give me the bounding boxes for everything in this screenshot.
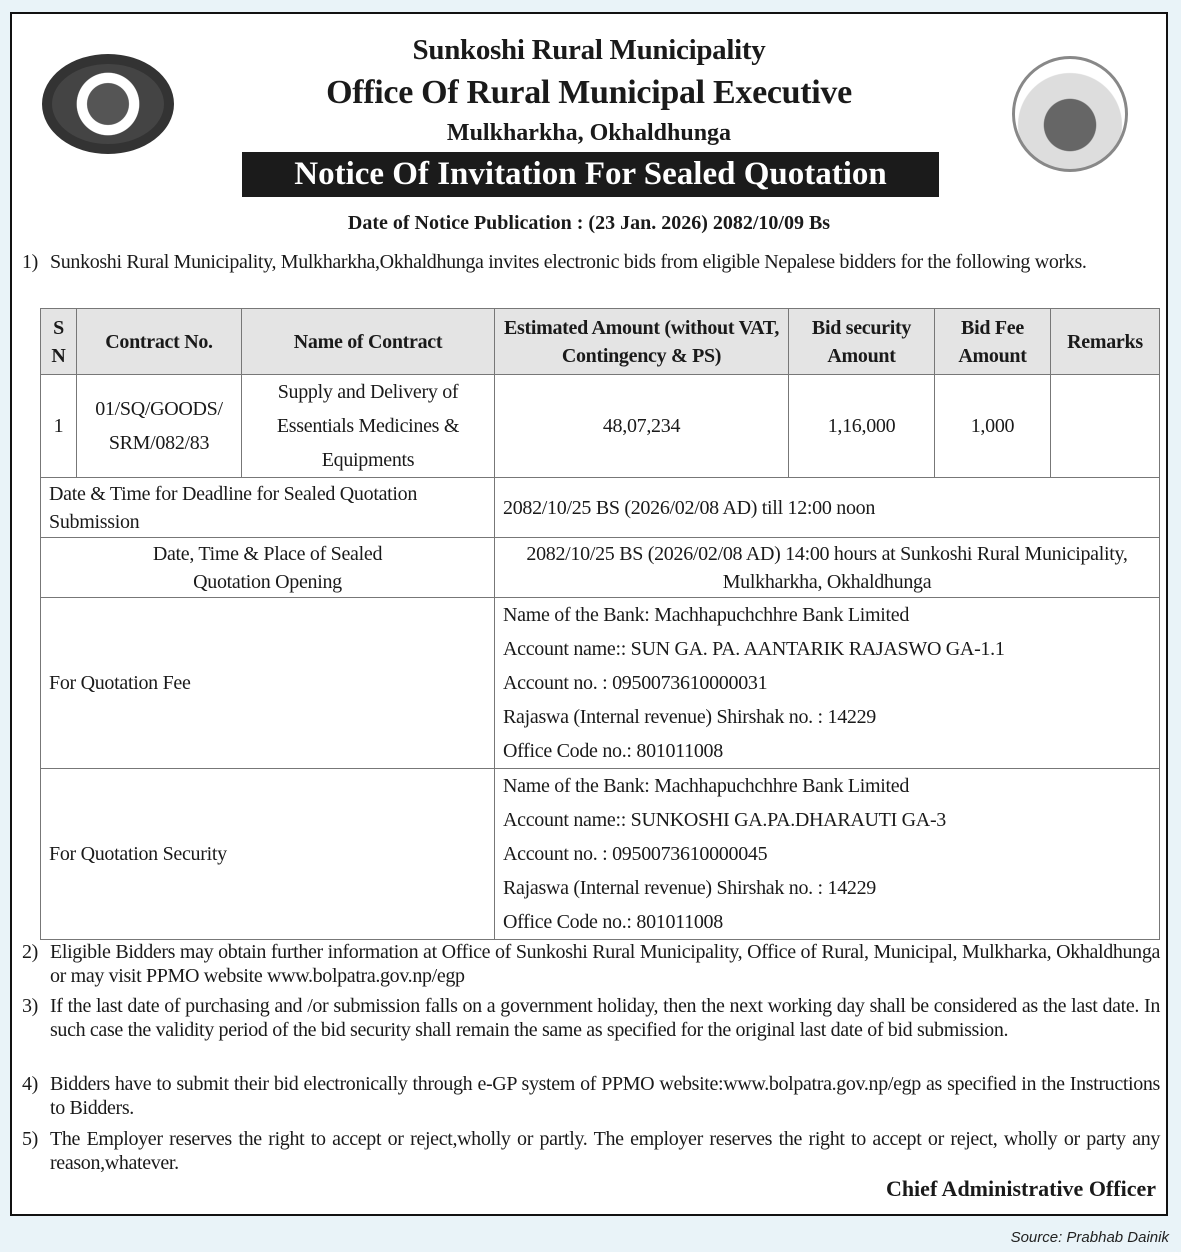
fee-office-code: Office Code no.: 801011008 [503, 740, 723, 762]
table-row [41, 375, 1160, 478]
cell-bid-fee: 1,000 [935, 375, 1051, 478]
cell-name: Supply and Delivery of Essentials Medicines & Equipments [242, 375, 495, 478]
fee-account-no: Account no. : 0950073610000031 [503, 672, 768, 694]
paragraph-text: If the last date of purchasing and /or submission falls on a government holiday, then the next working day shall be considered as the last date. In such case the validity period of the bid security shall remain the same as specified for the original last date of bid submission. [50, 995, 1160, 1041]
fee-account-name: Account name:: SUN GA. PA. AANTARIK RAJASWO GA-1.1 [503, 638, 1005, 660]
deadline-label: Date & Time for Deadline for Sealed Quotation Submission [41, 478, 495, 538]
paragraph-number: 2) [22, 941, 38, 963]
paragraph-number: 4) [22, 1073, 38, 1095]
paragraph-text: Bidders have to submit their bid electronically through e-GP system of PPMO website:www.bolpatra.gov.np/egp as specified in the Instructions to Bidders. [50, 1073, 1160, 1119]
opening-row [41, 538, 1160, 598]
col-name: Name of Contract [242, 309, 495, 375]
opening-label: Date, Time & Place of Sealed Quotation Opening [41, 538, 495, 598]
fee-label: For Quotation Fee [41, 598, 495, 769]
notice-document [10, 12, 1168, 1216]
security-bank: Name of the Bank: Machhapuchchhre Bank Limited [503, 775, 910, 797]
col-bid-security: Bid security Amount [789, 309, 935, 375]
publication-date: Date of Notice Publication : (23 Jan. 2026) 2082/10/09 Bs [347, 212, 831, 234]
col-remarks: Remarks [1051, 309, 1160, 375]
col-sn: S N [41, 309, 77, 375]
cell-sn: 1 [41, 375, 77, 478]
paragraph-1 [22, 250, 1160, 274]
paragraph-text: Eligible Bidders may obtain further information at Office of Sunkoshi Rural Municipality, Office of Rural, Municipal, Mulkharka, Okhaldhunga or may visit PPMO website www.bolpatra.gov.np/egp [50, 941, 1160, 987]
col-bid-fee: Bid Fee Amount [935, 309, 1051, 375]
paragraph-number: 5) [22, 1128, 38, 1150]
notice-title: Notice Of Invitation For Sealed Quotation [242, 152, 939, 197]
paragraph-2 [22, 940, 1160, 988]
cell-bid-security: 1,16,000 [789, 375, 935, 478]
deadline-row [41, 478, 1160, 538]
quotation-security-row [41, 769, 1160, 940]
contract-table [40, 308, 1160, 940]
paragraph-number: 1) [22, 251, 38, 273]
deadline-value: 2082/10/25 BS (2026/02/08 AD) till 12:00 noon [495, 478, 1160, 538]
col-contract-no: Contract No. [77, 309, 242, 375]
col-estimated-amount: Estimated Amount (without VAT, Contingency & PS) [495, 309, 789, 375]
paragraph-number: 3) [22, 995, 38, 1017]
municipality-name: Sunkoshi Rural Municipality [412, 34, 766, 66]
cell-contract-no: 01/SQ/GOODS/ SRM/082/83 [77, 375, 242, 478]
cell-remarks [1051, 375, 1160, 478]
security-account-name: Account name:: SUNKOSHI GA.PA.DHARAUTI GA-3 [503, 809, 946, 831]
paragraph-3 [22, 994, 1160, 1042]
security-details [495, 769, 1160, 940]
fee-revenue-heading: Rajaswa (Internal revenue) Shirshak no. : 14229 [503, 706, 877, 728]
quotation-fee-row [41, 598, 1160, 769]
paragraph-4 [22, 1072, 1160, 1120]
table-header-row [41, 309, 1160, 375]
security-revenue-heading: Rajaswa (Internal revenue) Shirshak no. : 14229 [503, 877, 877, 899]
security-account-no: Account no. : 0950073610000045 [503, 843, 768, 865]
paragraph-5 [22, 1127, 1160, 1175]
source-credit: Source: Prabhab Dainik [1010, 1229, 1169, 1246]
fee-details [495, 598, 1160, 769]
fee-bank: Name of the Bank: Machhapuchchhre Bank Limited [503, 604, 910, 626]
cell-estimated-amount: 48,07,234 [495, 375, 789, 478]
office-address: Mulkharkha, Okhaldhunga [446, 120, 732, 146]
signature-title: Chief Administrative Officer [885, 1176, 1156, 1201]
paragraph-text: Sunkoshi Rural Municipality, Mulkharkha,Okhaldhunga invites electronic bids from eligible Nepalese bidders for the following works. [50, 251, 1087, 273]
paragraph-text: The Employer reserves the right to accept or reject,wholly or partly. The employer reserves the right to accept or reject, wholly or party any reason,whatever. [50, 1128, 1160, 1174]
security-office-code: Office Code no.: 801011008 [503, 911, 723, 933]
security-label: For Quotation Security [41, 769, 495, 940]
opening-value: 2082/10/25 BS (2026/02/08 AD) 14:00 hours at Sunkoshi Rural Municipality, Mulkharkha, Okhaldhunga [495, 538, 1160, 598]
office-name: Office Of Rural Municipal Executive [326, 74, 852, 111]
